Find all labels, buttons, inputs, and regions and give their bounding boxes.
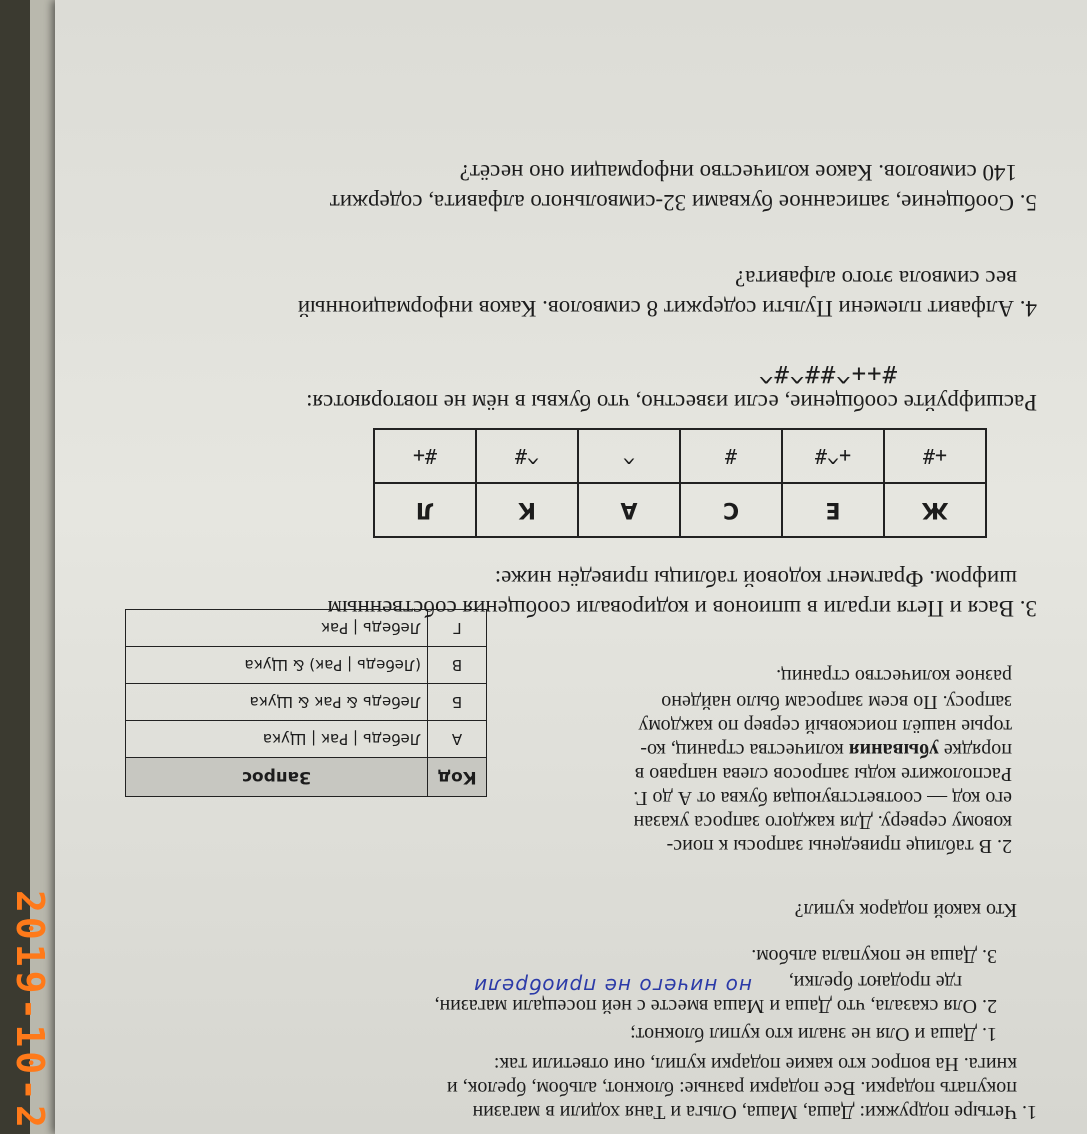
task4-line-1: 4. Алфавит племени Пульти содержит 8 символов. Каков информационный [297,296,1037,321]
task2-line-3: его код — соответствующая буква от А до Г. [633,787,1012,809]
letter-cell: А [578,483,680,537]
task1-line-1: 1. Четыре подружки: Даша, Маша, Ольга и Таня ходили в магазин [472,1101,1037,1123]
table-row [126,684,487,721]
table-row [126,721,487,758]
letter-cell: Е [782,483,884,537]
task2-line-4: Расположите коды запросов слева направо в [634,763,1012,785]
task2-line-1: 2. В таблице приведены запросы к поис- [666,835,1012,857]
row-code: В [428,647,487,684]
row-query: Лебедь & Рак & Щука [126,684,428,721]
task1-line-2: покупать подарки. Все подарки разные: блокнот, альбом, брелок, и [446,1077,1017,1099]
worksheet-paper [55,0,1087,1134]
header-code: Код [428,758,487,797]
task1-item-2: 2. Оля сказала, что Даша и Маша вместе с ней посещали магазин, [434,995,997,1017]
task5-line-1: 5. Сообщение, записанное буквами 32-символьного алфавита, содержит [329,190,1037,215]
worksheet-content [55,0,1087,1134]
code-cell: +# [884,429,986,483]
code-cell: +^# [782,429,884,483]
query-table [125,609,487,797]
task2-line-7: запросу. По всем запросам было найдено [661,691,1012,713]
row-query: (Лебедь | Рак) & Щука [126,647,428,684]
task2-emphasis: убывания [848,739,939,761]
code-cell: #+ [374,429,476,483]
letter-cell: Л [374,483,476,537]
task2-line-2: ковому серверу. Для каждого запроса указан [633,811,1012,833]
code-table-codes [374,429,986,483]
code-cell: ^# [476,429,578,483]
task2-line-6: торые нашёл поисковый сервер по каждому [638,715,1012,737]
task5-line-2: 140 символов. Какое количество информации оно несёт? [459,160,1017,185]
handwritten-note: но ничего не приобрели [473,974,752,998]
task4-line-2: вес символа этого алфавита? [734,266,1017,291]
row-code: Г [428,610,487,647]
letter-cell: Ж [884,483,986,537]
task3-line-1: 3. Вася и Петя играли в шпионов и кодировали сообщения собственным [327,596,1037,621]
code-table [373,428,987,538]
task1-line-3: книга. На вопрос кто какие подарки купил, они ответили так: [493,1053,1017,1075]
task1-item-1: 1. Даша и Оля не знали кто купил блокнот; [630,1023,997,1045]
header-query: Запрос [126,758,428,797]
task2-line-5 [640,738,1012,762]
row-code: Б [428,684,487,721]
letter-cell: К [476,483,578,537]
task1-item-3: 3. Даша не покупала альбом. [751,945,997,967]
task1-question: Кто какой подарок купил? [794,899,1017,921]
task1-item-2-cont: где продают брелки, [788,971,962,993]
task2-line-8: разное количество страниц. [776,665,1012,687]
row-query: Лебедь | Рак [126,610,428,647]
task2-line-5-b: количества страниц, ко- [640,739,849,761]
letter-cell: С [680,483,782,537]
row-query: Лебедь | Рак | Щука [126,721,428,758]
code-table-letters [374,483,986,537]
task2-line-5-a: порядке [938,739,1012,761]
code-cell: ^ [578,429,680,483]
table-row [126,647,487,684]
photo-timestamp: 2019-10-2 [8,890,52,1132]
query-table-header [126,758,487,797]
encoded-message: #++^##^#^ [757,360,897,388]
task3-prompt: Расшифруйте сообщение, если известно, что буквы в нём не повторяются: [306,390,1037,415]
code-cell: # [680,429,782,483]
row-code: А [428,721,487,758]
task3-line-2: шифром. Фрагмент кодовой таблицы приведён ниже: [494,566,1017,591]
